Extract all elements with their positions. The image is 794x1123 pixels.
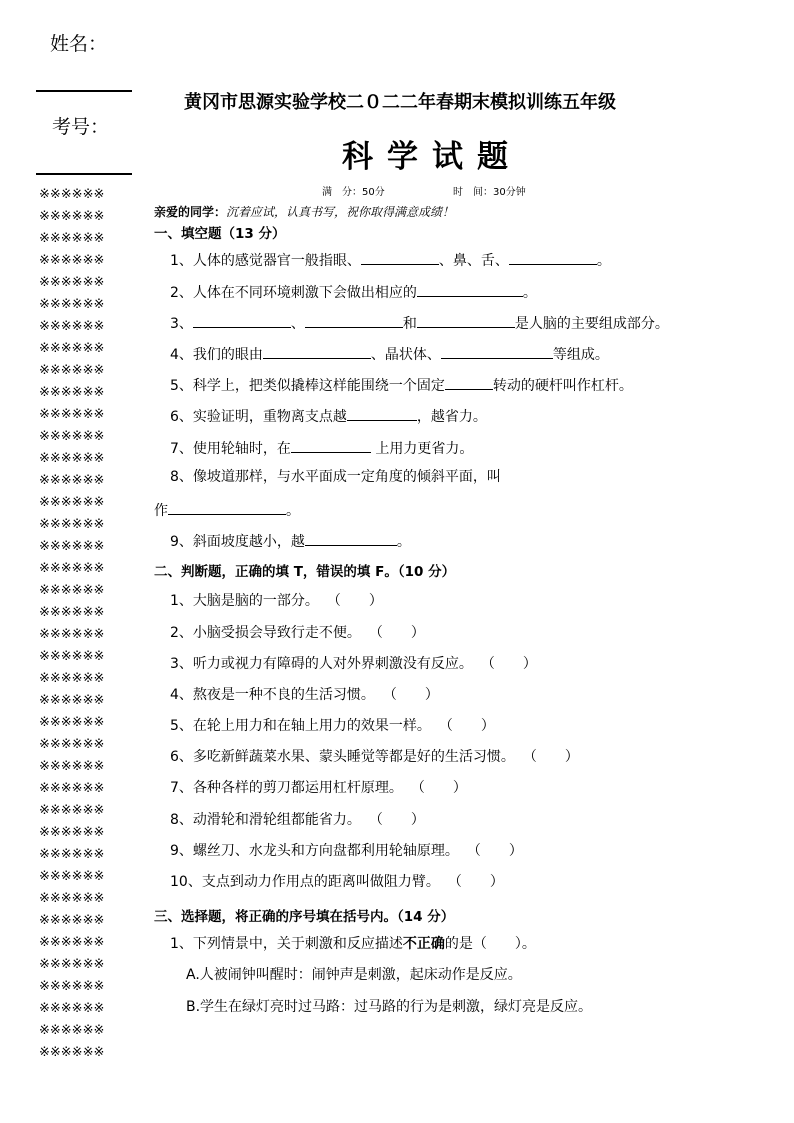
- true-false-text: 9、螺丝刀、水龙头和方向盘都利用轮轴原理。: [170, 843, 459, 859]
- q6-text-a: 6、实验证明，重物离支点越: [170, 409, 347, 425]
- q8-text-b: 作: [154, 503, 168, 519]
- greeting-prefix: 亲爱的同学：: [154, 205, 227, 219]
- pattern-row: ※※※※※※: [39, 759, 105, 774]
- fill-question-8: [170, 468, 501, 486]
- true-false-item: [170, 748, 579, 766]
- q6-blank-1[interactable]: [347, 405, 417, 421]
- pattern-row: ※※※※※※: [39, 363, 105, 378]
- q9-text-a: 9、斜面坡度越小，越: [170, 534, 305, 550]
- q3-text-d: 是人脑的主要组成部分。: [514, 316, 669, 332]
- pattern-row: ※※※※※※: [39, 649, 105, 664]
- q4-text-a: 4、我们的眼由: [170, 347, 263, 363]
- true-false-item: [170, 655, 537, 673]
- pattern-row: ※※※※※※: [39, 847, 105, 862]
- q6-text-b: ，越省力。: [416, 409, 487, 425]
- pattern-row: ※※※※※※: [39, 869, 105, 884]
- pattern-row: ※※※※※※: [39, 451, 105, 466]
- answer-parentheses[interactable]: （ ）: [480, 656, 537, 672]
- q9-blank-1[interactable]: [305, 530, 397, 546]
- greeting-body: 沉着应试，认真书写，祝你取得满意成绩！: [226, 205, 455, 219]
- pattern-row: ※※※※※※: [39, 825, 105, 840]
- page-title: 科学试题: [342, 139, 522, 175]
- q3-text-b: 、: [290, 316, 305, 332]
- true-false-item: [170, 842, 523, 860]
- q7-text-b: 上用力更省力。: [370, 441, 474, 457]
- q4-text-b: 、晶状体、: [370, 347, 441, 363]
- pattern-row: ※※※※※※: [39, 803, 105, 818]
- pattern-row: ※※※※※※: [39, 605, 105, 620]
- pattern-row: ※※※※※※: [39, 495, 105, 510]
- q5-text-a: 5、科学上，把类似撬棒这样能围绕一个固定: [170, 378, 445, 394]
- fill-question-3: [170, 312, 669, 333]
- answer-parentheses[interactable]: （ ）: [438, 718, 495, 734]
- fill-question-9: [170, 530, 411, 551]
- pattern-row: ※※※※※※: [39, 891, 105, 906]
- choice-q1-option-a[interactable]: A.人被闹钟叫醒时：闹钟声是刺激，起床动作是反应。: [186, 967, 522, 983]
- q3-blank-1[interactable]: [193, 312, 291, 328]
- fill-question-1: [170, 249, 611, 270]
- pattern-row: ※※※※※※: [39, 539, 105, 554]
- choice-q1-stem-emphasis: 不正确: [402, 936, 445, 952]
- true-false-text: 8、动滑轮和滑轮组都能省力。: [170, 812, 361, 828]
- fill-question-2: [170, 281, 537, 302]
- q2-text-b: 。: [522, 285, 537, 301]
- q3-blank-2[interactable]: [305, 312, 403, 328]
- q8-text-c: 。: [286, 503, 300, 519]
- true-false-item: [170, 873, 504, 891]
- pattern-row: ※※※※※※: [39, 297, 105, 312]
- fill-question-6: [170, 405, 487, 426]
- fill-question-5: [170, 374, 633, 395]
- q4-blank-1[interactable]: [263, 343, 371, 359]
- answer-parentheses[interactable]: （ ）: [326, 593, 383, 609]
- pattern-row: ※※※※※※: [39, 957, 105, 972]
- true-false-text: 1、大脑是脑的一部分。: [170, 593, 319, 609]
- q3-text-a: 3、: [170, 316, 193, 332]
- pattern-row: ※※※※※※: [39, 319, 105, 334]
- section-2-heading: 二、判断题，正确的填 T，错误的填 F。（10 分）: [154, 564, 456, 580]
- pattern-row: ※※※※※※: [39, 275, 105, 290]
- answer-parentheses[interactable]: （ ）: [466, 843, 523, 859]
- q8-text-a: 8、像坡道那样，与水平面成一定角度的倾斜平面，叫: [170, 469, 501, 485]
- q5-text-b: 转动的硬杆叫作杠杆。: [492, 378, 633, 394]
- q2-blank-1[interactable]: [417, 281, 523, 297]
- pattern-row: ※※※※※※: [39, 341, 105, 356]
- fill-question-7: [170, 437, 473, 458]
- true-false-text: 5、在轮上用力和在轴上用力的效果一样。: [170, 718, 431, 734]
- true-false-text: 7、各种各样的剪刀都运用杠杆原理。: [170, 780, 403, 796]
- pattern-row: ※※※※※※: [39, 693, 105, 708]
- q9-text-b: 。: [396, 534, 411, 550]
- exam-number-line: [36, 173, 132, 175]
- pattern-row: ※※※※※※: [39, 473, 105, 488]
- pattern-row: ※※※※※※: [39, 1023, 105, 1038]
- choice-q1-option-b[interactable]: B.学生在绿灯亮时过马路：过马路的行为是刺激，绿灯亮是反应。: [186, 999, 593, 1015]
- q4-text-c: 等组成。: [552, 347, 609, 363]
- answer-parentheses[interactable]: （ ）: [368, 812, 425, 828]
- q2-text-a: 2、人体在不同环境刺激下会做出相应的: [170, 285, 417, 301]
- choice-question-1: [170, 935, 536, 953]
- q3-text-c: 和: [402, 316, 417, 332]
- q1-blank-2[interactable]: [509, 249, 597, 265]
- pattern-row: ※※※※※※: [39, 781, 105, 796]
- choice-q1-stem-b: 的是（ ）。: [444, 936, 536, 952]
- q7-text-a: 7、使用轮轴时，在: [170, 441, 291, 457]
- q1-text-c: 。: [596, 253, 611, 269]
- greeting: [154, 203, 454, 220]
- pattern-row: ※※※※※※: [39, 209, 105, 224]
- pattern-row: ※※※※※※: [39, 913, 105, 928]
- school-title: 黄冈市思源实验学校二０二二年春期末模拟训练五年级: [184, 92, 616, 113]
- fill-question-8-continued: [154, 499, 300, 520]
- q4-blank-2[interactable]: [441, 343, 553, 359]
- true-false-text: 3、听力或视力有障碍的人对外界刺激没有反应。: [170, 656, 473, 672]
- true-false-item: [170, 717, 495, 735]
- answer-parentheses[interactable]: （ ）: [368, 625, 425, 641]
- name-line: [36, 90, 132, 92]
- answer-parentheses[interactable]: （ ）: [410, 780, 467, 796]
- answer-parentheses[interactable]: （ ）: [447, 874, 504, 890]
- true-false-text: 10、支点到动力作用点的距离叫做阻力臂。: [170, 874, 440, 890]
- pattern-row: ※※※※※※: [39, 1001, 105, 1016]
- true-false-text: 4、熬夜是一种不良的生活习惯。: [170, 687, 375, 703]
- pattern-row: ※※※※※※: [39, 715, 105, 730]
- full-marks: 满 分：50分: [322, 187, 385, 198]
- q7-blank-1[interactable]: [291, 437, 371, 453]
- true-false-text: 2、小脑受损会导致行走不便。: [170, 625, 361, 641]
- true-false-text: 6、多吃新鲜蔬菜水果、蒙头睡觉等都是好的生活习惯。: [170, 749, 515, 765]
- true-false-item: [170, 779, 467, 797]
- pattern-row: ※※※※※※: [39, 1045, 105, 1060]
- pattern-row: ※※※※※※: [39, 385, 105, 400]
- true-false-item: [170, 686, 439, 704]
- true-false-item: [170, 624, 425, 642]
- pattern-row: ※※※※※※: [39, 935, 105, 950]
- pattern-row: ※※※※※※: [39, 187, 105, 202]
- pattern-row: ※※※※※※: [39, 517, 105, 532]
- q3-blank-3[interactable]: [417, 312, 515, 328]
- true-false-item: [170, 811, 425, 829]
- q8-blank-1[interactable]: [168, 499, 286, 515]
- pattern-row: ※※※※※※: [39, 583, 105, 598]
- section-1-heading: 一、填空题（13 分）: [154, 226, 286, 242]
- q5-blank-1[interactable]: [445, 374, 493, 390]
- name-label: 姓名：: [50, 33, 108, 55]
- q1-blank-1[interactable]: [361, 249, 439, 265]
- pattern-row: ※※※※※※: [39, 737, 105, 752]
- pattern-row: ※※※※※※: [39, 429, 105, 444]
- pattern-row: ※※※※※※: [39, 671, 105, 686]
- pattern-row: ※※※※※※: [39, 979, 105, 994]
- q1-text-b: 、鼻、舌、: [438, 253, 509, 269]
- true-false-item: [170, 592, 383, 610]
- q1-text-a: 1、人体的感觉器官一般指眼、: [170, 253, 361, 269]
- answer-parentheses[interactable]: （ ）: [522, 749, 579, 765]
- section-3-heading: 三、选择题，将正确的序号填在括号内。（14 分）: [154, 909, 455, 925]
- fill-question-4: [170, 343, 609, 364]
- pattern-row: ※※※※※※: [39, 407, 105, 422]
- pattern-row: ※※※※※※: [39, 231, 105, 246]
- answer-parentheses[interactable]: （ ）: [382, 687, 439, 703]
- exam-number-label: 考号：: [52, 116, 110, 138]
- choice-q1-stem-a: 1、下列情景中，关于刺激和反应描述: [170, 936, 403, 952]
- pattern-row: ※※※※※※: [39, 253, 105, 268]
- pattern-row: ※※※※※※: [39, 627, 105, 642]
- pattern-row: ※※※※※※: [39, 561, 105, 576]
- time-limit: 时 间：30分钟: [453, 187, 526, 198]
- binding-pattern: [39, 184, 131, 1064]
